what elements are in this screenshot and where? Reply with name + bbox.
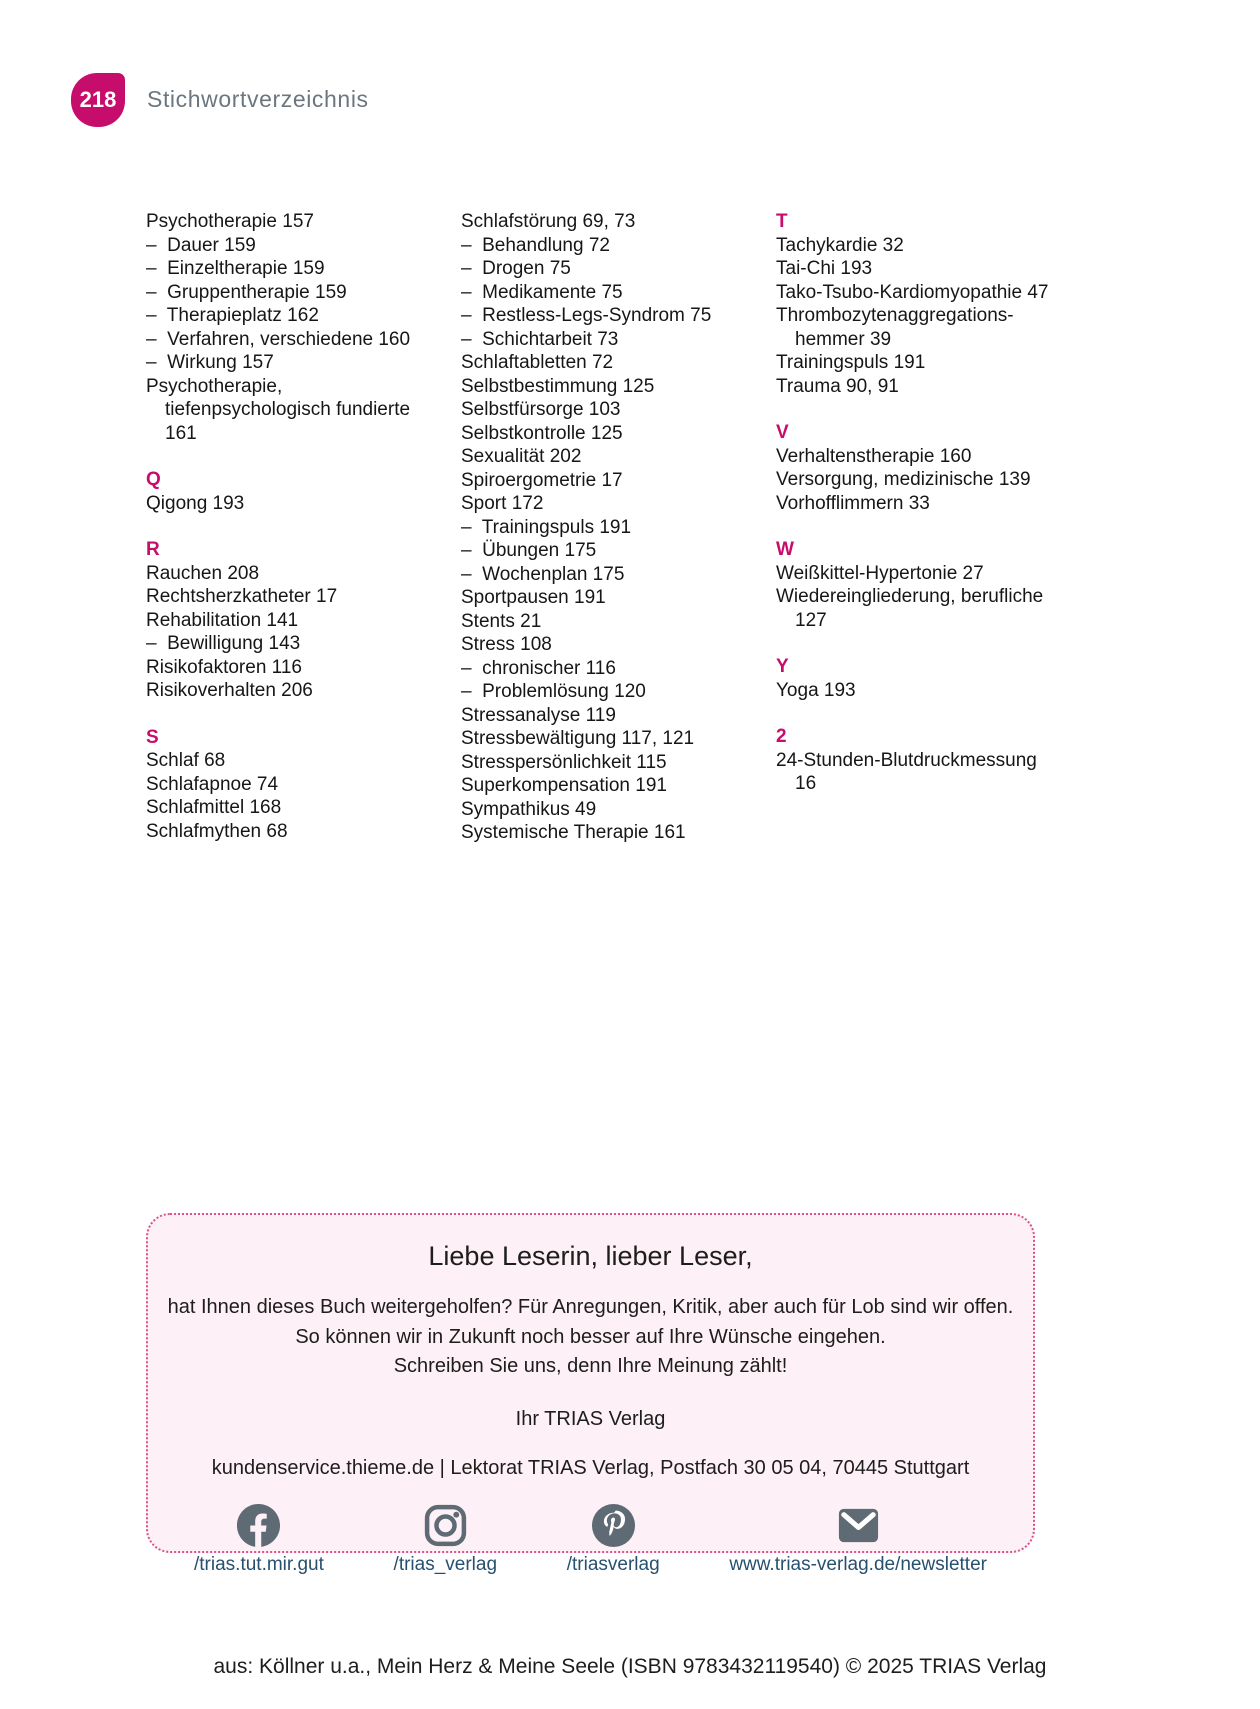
index-entry-continuation: 161	[165, 422, 197, 444]
social-link-label[interactable]: www.trias-verlag.de/newsletter	[729, 1553, 987, 1575]
index-subentry: – Restless-Legs-Syndrom 75	[461, 305, 712, 326]
index-entry: Risikofaktoren 116	[146, 656, 302, 678]
index-entry: Sexualität 202	[461, 446, 582, 467]
index-subentry: – Übungen 175	[461, 540, 597, 561]
index-entry: Psychotherapie,	[146, 375, 283, 397]
index-subentry: – Medikamente 75	[461, 281, 623, 303]
social-links-row	[148, 1502, 1033, 1576]
facebook-icon[interactable]	[235, 1502, 282, 1549]
index-subentry: – Bewilligung 143	[146, 633, 301, 654]
index-entry: Spiroergometrie 17	[461, 469, 623, 491]
index-subentry: – Schichtarbeit 73	[461, 328, 619, 350]
social-link[interactable]	[567, 1502, 660, 1576]
index-entry: 24-Stunden-Blutdruckmessung	[776, 749, 1037, 771]
publisher-signature: Ihr TRIAS Verlag	[515, 1407, 666, 1430]
index-entry-continuation: 16	[795, 773, 817, 794]
index-section-letter: V	[776, 422, 789, 443]
social-link[interactable]	[394, 1502, 498, 1576]
social-link-label[interactable]: /triasverlag	[566, 1553, 660, 1575]
index-column-2	[461, 210, 776, 845]
page-title: Stichwortverzeichnis	[147, 86, 369, 112]
reader-letter-line: So können wir in Zukunft noch besser auf Ihre Wünsche eingehen.	[295, 1325, 886, 1348]
index-entry: Trauma 90, 91	[776, 375, 899, 397]
index-subentry: – Gruppentherapie 159	[146, 281, 347, 303]
pinterest-icon[interactable]	[590, 1502, 637, 1549]
index-entry: Tako-Tsubo-Kardiomyopathie 47	[776, 281, 1049, 303]
index-subentry: – chronischer 116	[461, 657, 616, 679]
index-entry: Stressanalyse 119	[461, 704, 616, 726]
index-entry: Versorgung, medizinische 139	[776, 469, 1031, 490]
index-entry: Schlaf 68	[146, 750, 226, 771]
source-credit: aus: Köllner u.a., Mein Herz & Meine Seele (ISBN 9783432119540) © 2025 TRIAS Verlag	[213, 1655, 1047, 1678]
index-entry: Qigong 193	[146, 492, 245, 514]
index-subentry: – Wirkung 157	[146, 352, 274, 373]
index-subentry: – Einzeltherapie 159	[146, 258, 325, 279]
index-section-letter: T	[776, 211, 788, 232]
index-entry: Systemische Therapie 161	[461, 822, 686, 843]
index-entry: Selbstbestimmung 125	[461, 375, 655, 397]
index-subentry: – Behandlung 72	[461, 234, 610, 256]
index-entry: Vorhofflimmern 33	[776, 492, 930, 514]
index-entry: Schlaftabletten 72	[461, 352, 614, 373]
index-subentry: – Problemlösung 120	[461, 681, 646, 702]
index-entry: Psychotherapie 157	[146, 211, 314, 232]
index-section-letter: W	[776, 539, 794, 560]
index-column-1	[146, 210, 461, 843]
page-number-badge	[71, 73, 125, 127]
index-subentry: – Dauer 159	[146, 234, 256, 256]
index-entry: Schlafapnoe 74	[146, 773, 279, 795]
index-entry: Sportpausen 191	[461, 587, 606, 608]
index-entry: Verhaltenstherapie 160	[776, 445, 972, 467]
index-entry: Rehabilitation 141	[146, 609, 299, 631]
index-section-letter: R	[146, 539, 160, 560]
social-link-label[interactable]: /trias_verlag	[393, 1553, 498, 1575]
email-icon[interactable]	[835, 1502, 882, 1549]
social-link-label[interactable]: /trias.tut.mir.gut	[194, 1553, 324, 1575]
index-columns	[146, 210, 1136, 845]
index-entry: Thrombozytenaggregations-	[776, 305, 1014, 326]
index-entry: Stress 108	[461, 634, 552, 655]
page-number: 218	[79, 87, 117, 112]
index-subentry: – Wochenplan 175	[461, 563, 625, 585]
index-entry: Selbstkontrolle 125	[461, 422, 623, 444]
index-entry: Stressbewältigung 117, 121	[461, 728, 695, 749]
index-entry: Weißkittel-Hypertonie 27	[776, 562, 984, 584]
social-link[interactable]	[729, 1502, 987, 1576]
index-entry: Rauchen 208	[146, 562, 260, 584]
index-entry: Tai-Chi 193	[776, 258, 873, 279]
index-subentry: – Verfahren, verschiedene 160	[146, 328, 411, 350]
index-entry: Wiedereingliederung, berufliche	[776, 586, 1044, 607]
index-subentry: – Therapieplatz 162	[146, 305, 319, 326]
contact-line: kundenservice.thieme.de | Lektorat TRIAS Verlag, Postfach 30 05 04, 70445 Stuttgart	[211, 1456, 970, 1479]
index-section-letter: Y	[776, 656, 789, 677]
index-entry: Rechtsherzkatheter 17	[146, 586, 338, 607]
index-entry: Superkompensation 191	[461, 775, 667, 796]
index-entry-continuation: hemmer 39	[795, 328, 892, 350]
index-entry: Stresspersönlichkeit 115	[461, 751, 667, 773]
index-entry: Sport 172	[461, 493, 544, 514]
index-section-letter: Q	[146, 469, 161, 490]
index-entry: Schlafmittel 168	[146, 797, 282, 818]
reader-letter-text	[148, 1293, 1033, 1382]
instagram-icon[interactable]	[422, 1502, 469, 1549]
reader-letter-box	[146, 1213, 1035, 1575]
index-section-letter: S	[146, 726, 159, 748]
social-link[interactable]	[194, 1502, 324, 1576]
reader-letter-title: Liebe Leserin, lieber Leser,	[428, 1241, 753, 1271]
index-subentry: – Trainingspuls 191	[461, 516, 632, 538]
index-subentry: – Drogen 75	[461, 258, 571, 279]
index-entry: Selbstfürsorge 103	[461, 399, 621, 420]
index-entry: Tachykardie 32	[776, 234, 904, 256]
index-entry-continuation: 127	[795, 609, 827, 631]
index-entry: Sympathikus 49	[461, 798, 597, 820]
index-section-letter: 2	[776, 726, 787, 747]
reader-letter-line: hat Ihnen dieses Buch weitergeholfen? Für Anregungen, Kritik, aber auch für Lob sind wir offen.	[167, 1296, 1014, 1318]
index-entry: Yoga 193	[776, 679, 856, 701]
index-entry-continuation: tiefenpsychologisch fundierte	[165, 399, 411, 420]
index-entry: Stents 21	[461, 610, 542, 632]
index-column-3	[776, 210, 1091, 796]
index-entry: Trainingspuls 191	[776, 352, 926, 373]
reader-letter-line: Schreiben Sie uns, denn Ihre Meinung zählt!	[393, 1355, 788, 1377]
index-entry: Risikoverhalten 206	[146, 680, 313, 701]
index-entry: Schlafstörung 69, 73	[461, 211, 636, 232]
index-entry: Schlafmythen 68	[146, 820, 288, 842]
